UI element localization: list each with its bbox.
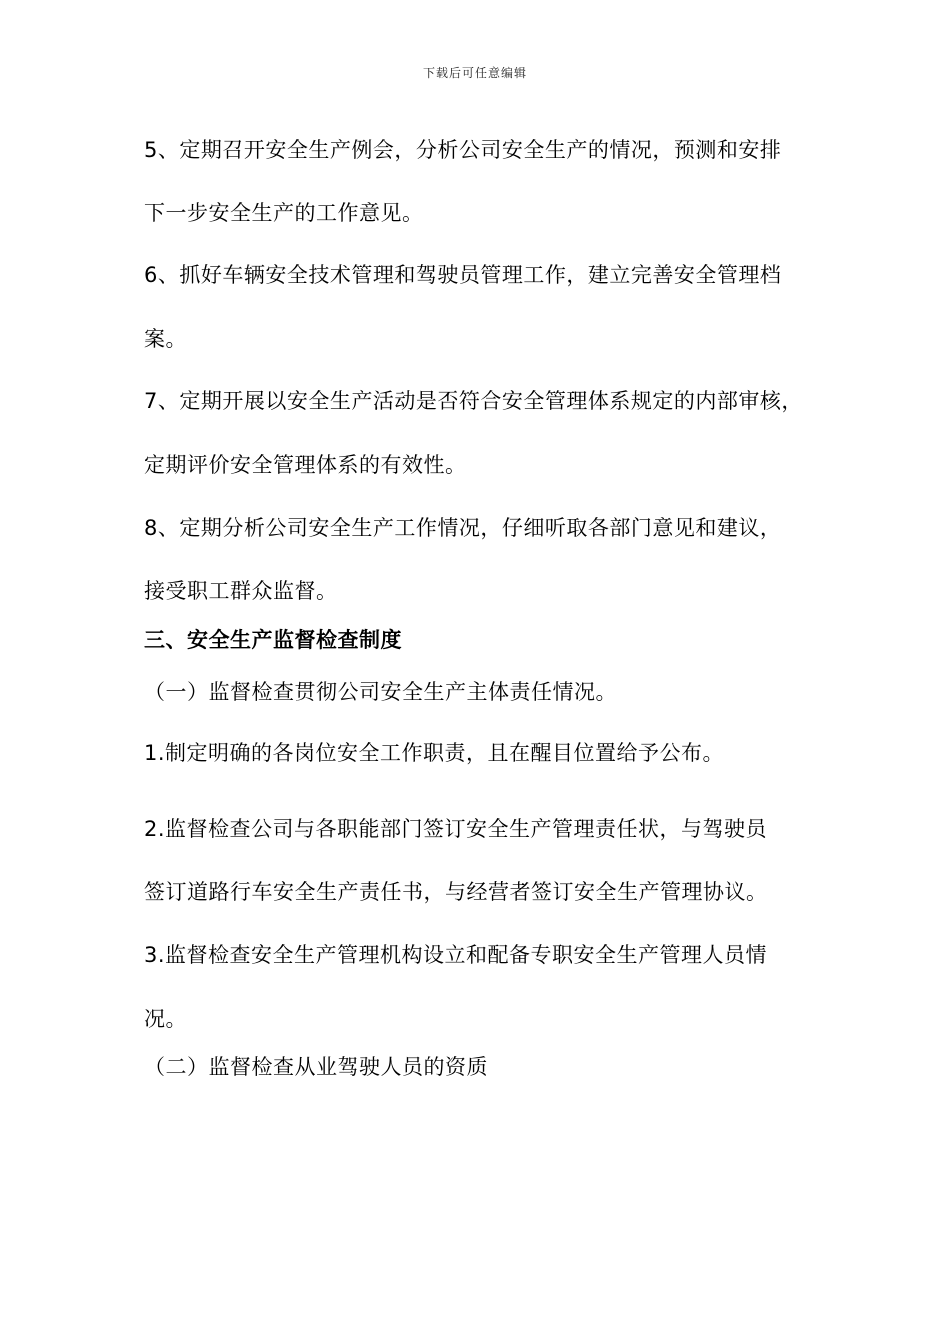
subsection-heading: （一）监督检查贯彻公司安全生产主体责任情况。 (144, 680, 617, 704)
paragraph-line: 签订道路行车安全生产责任书，与经营者签订安全生产管理协议。 (144, 880, 768, 904)
page-header: 下载后可任意编辑 (422, 66, 527, 80)
paragraph-line: 3.监督检查安全生产管理机构设立和配备专职安全生产管理人员情 (144, 943, 768, 967)
paragraph-line: 5、定期召开安全生产例会，分析公司安全生产的情况，预测和安排 (144, 138, 782, 162)
paragraph-line: 接受职工群众监督。 (144, 579, 338, 603)
paragraph-line: 2.监督检查公司与各职能部门签订安全生产管理责任状，与驾驶员 (144, 817, 768, 841)
paragraph-line: 定期评价安全管理体系的有效性。 (144, 453, 467, 477)
paragraph-line: 1.制定明确的各岗位安全工作职责，且在醒目位置给予公布。 (144, 741, 725, 765)
paragraph-line: 案。 (144, 327, 187, 351)
subsection-heading: （二）监督检查从业驾驶人员的资质 (144, 1055, 488, 1079)
section-heading: 三、安全生产监督检查制度 (144, 628, 402, 652)
paragraph-line: 况。 (144, 1007, 187, 1031)
paragraph-line: 下一步安全生产的工作意见。 (144, 201, 424, 225)
paragraph-line: 6、抓好车辆安全技术管理和驾驶员管理工作，建立完善安全管理档 (144, 263, 782, 287)
paragraph-line: 8、定期分析公司安全生产工作情况，仔细听取各部门意见和建议， (144, 516, 782, 540)
paragraph-line: 7、定期开展以安全生产活动是否符合安全管理体系规定的内部审核， (144, 389, 803, 413)
